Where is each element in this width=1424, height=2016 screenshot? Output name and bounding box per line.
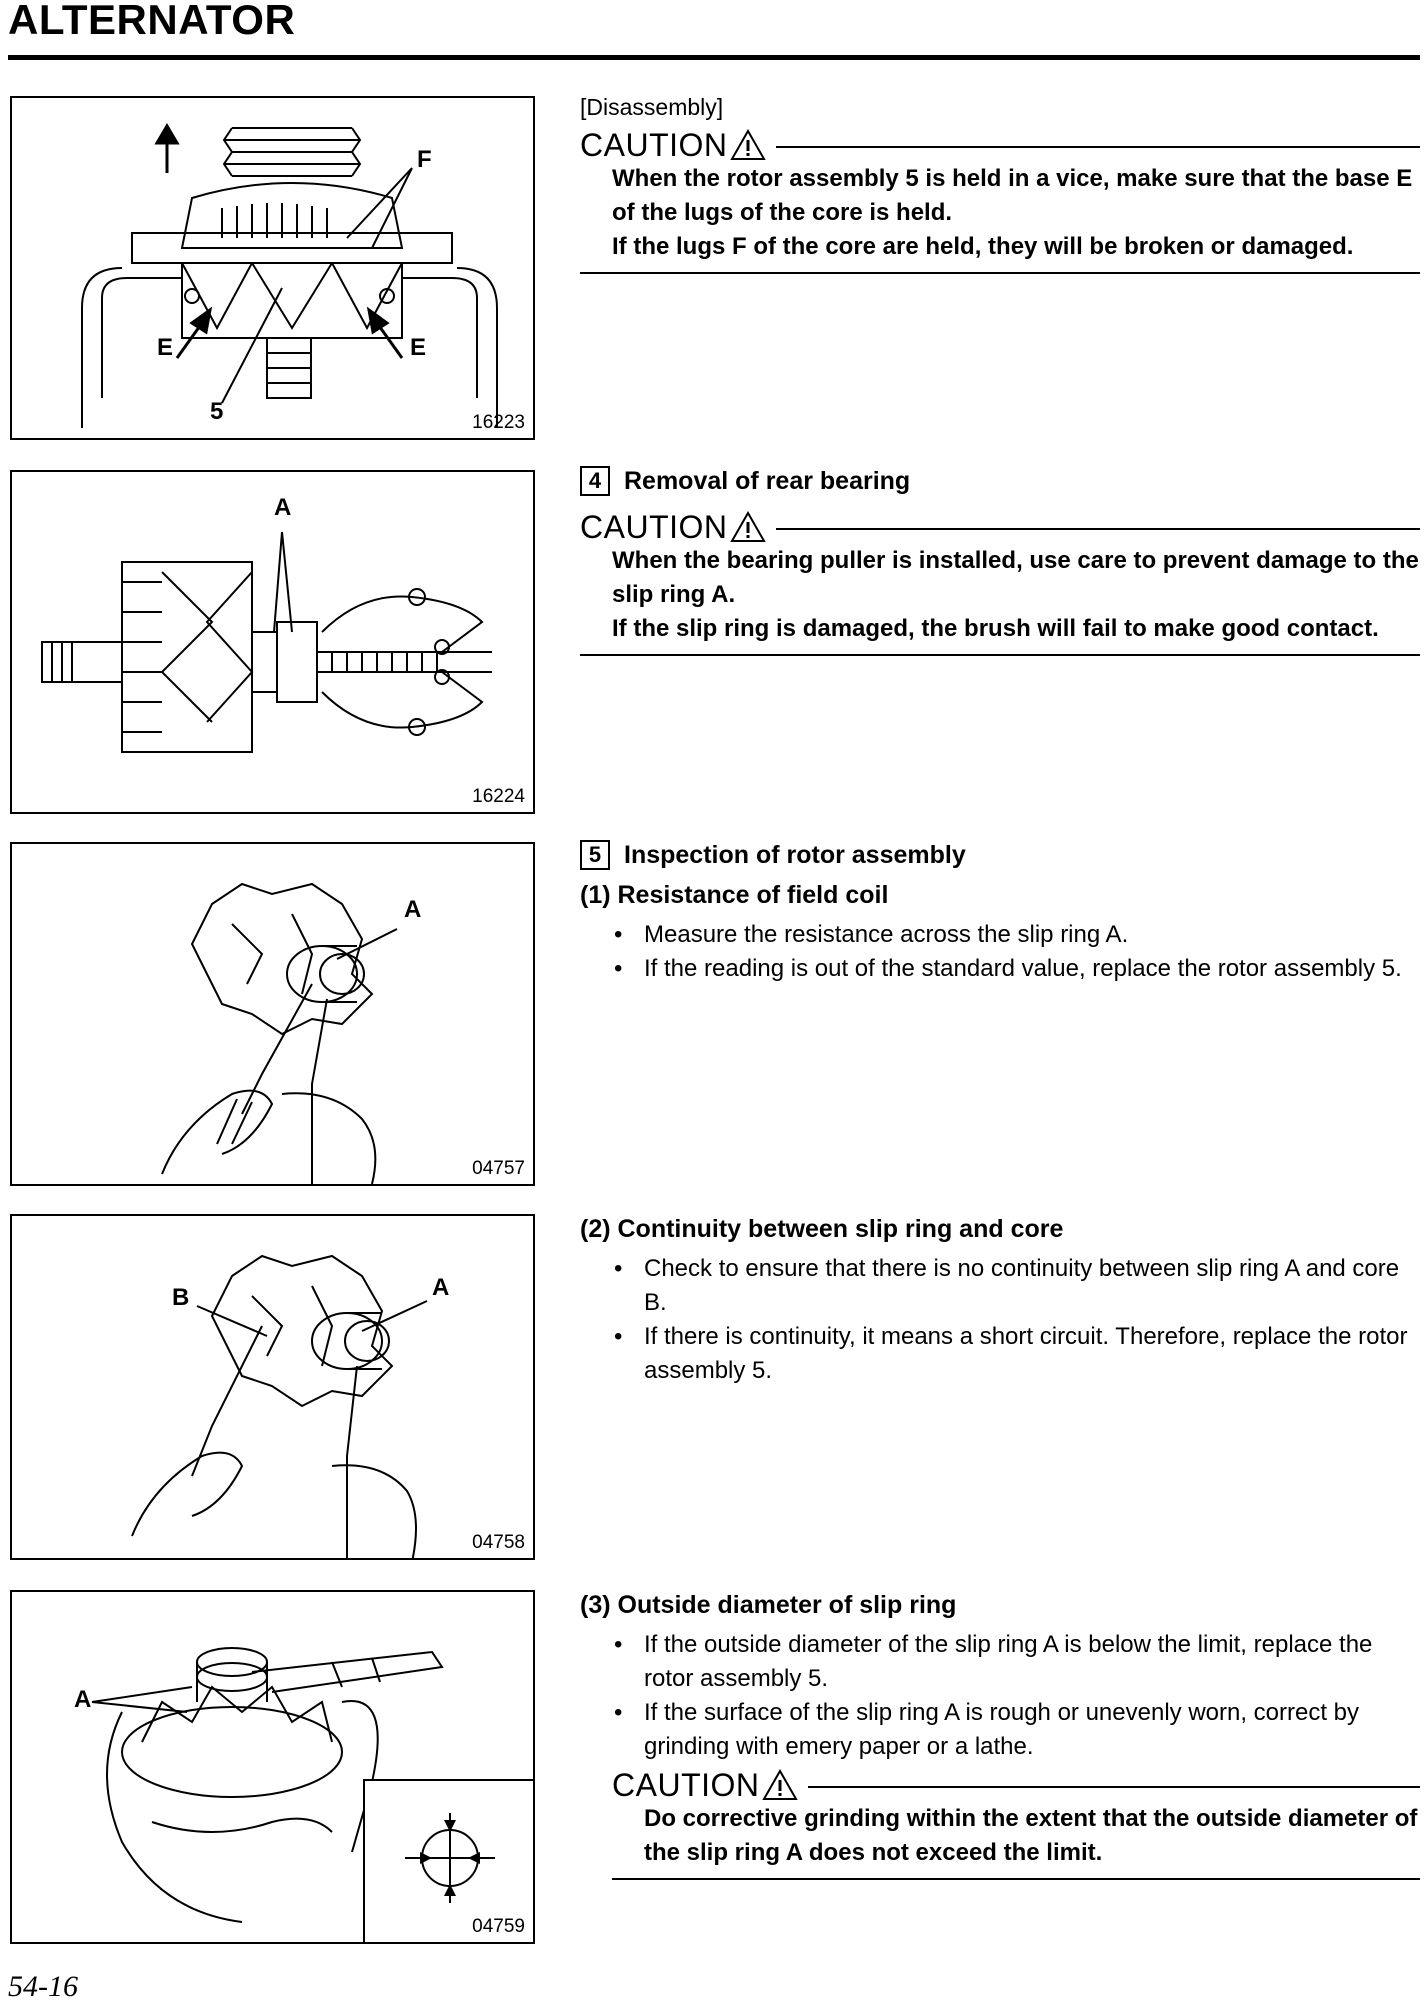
caution-word: CAUTION [580,127,728,163]
step-heading [580,838,1420,872]
caution-block [580,1768,1420,1880]
label-F: F [417,146,432,173]
slip-ring-diameter-illustration [12,1592,535,1944]
section-rotor-inspection [580,838,1420,986]
caution-text: When the bearing puller is installed, use care to prevent damage to the slip ring A. [612,547,1419,608]
title-rule [8,55,1420,60]
caution-end-rule [612,1878,1420,1880]
warning-triangle-icon [730,129,766,161]
label-E-right: E [410,334,427,361]
caution-rule [776,528,1421,530]
continuity-illustration [12,1216,535,1560]
figure-rotor-in-vice [10,96,535,440]
section-disassembly [580,90,1420,274]
caution-text: Do corrective grinding within the extent that the outside diameter of the slip ring A does not exceed the limit. [644,1805,1418,1866]
figure-slip-ring-diameter [10,1590,535,1944]
caution-rule [776,146,1421,148]
warning-triangle-icon [730,511,766,543]
bearing-puller-illustration [12,472,535,814]
label-E-left: E [157,334,174,361]
subsection-heading: (3) Outside diameter of slip ring [580,1591,957,1619]
figure-number: 04758 [472,1532,525,1553]
figure-number: 04757 [472,1158,525,1179]
list-item: • Check to ensure that there is no continuity between slip ring A and core B. [580,1252,1420,1320]
rotor-vice-illustration [12,98,535,440]
subsection-heading: (1) Resistance of field coil [580,881,889,909]
caution-body [612,1802,1420,1870]
caution-body [580,162,1420,264]
bullet-list [580,918,1420,986]
caution-text: When the rotor assembly 5 is held in a vice, make sure that the base E of the lugs of the core is held. [612,165,1413,226]
figure-number: 16223 [472,412,525,433]
figure-number: 04759 [472,1916,525,1937]
step-heading [580,464,1420,498]
field-coil-illustration [12,844,535,1186]
caution-rule [808,1786,1421,1788]
label-A: A [74,1686,92,1713]
caution-word: CAUTION [612,1767,760,1803]
list-item: • If the outside diameter of the slip ring A is below the limit, replace the rotor assembly 5. [580,1628,1420,1696]
figure-continuity-test [10,1214,535,1560]
list-item: • If there is continuity, it means a short circuit. Therefore, replace the rotor assembly 5. [580,1320,1420,1388]
label-A: A [432,1274,450,1301]
caution-header [612,1768,1420,1802]
section-slip-ring-od [580,1588,1420,1880]
figure-bearing-puller [10,470,535,814]
figure-field-coil-test [10,842,535,1186]
step-number-box: 5 [580,840,610,870]
caution-text: If the lugs F of the core are held, they will be broken or damaged. [612,233,1354,260]
section-continuity [580,1212,1420,1388]
caution-body [580,544,1420,646]
page-title: ALTERNATOR [8,0,296,43]
section-heading: [Disassembly] [580,94,724,120]
section-rear-bearing [580,464,1420,656]
label-A: A [404,896,422,923]
caution-end-rule [580,272,1420,274]
page-number: 54-16 [8,1970,78,2003]
label-A: A [274,494,292,521]
list-item: • If the reading is out of the standard value, replace the rotor assembly 5. [580,952,1420,986]
caution-header [580,510,1420,544]
step-title: Removal of rear bearing [624,467,911,495]
list-item: • If the surface of the slip ring A is rough or unevenly worn, correct by grinding with emery paper or a lathe. [580,1696,1420,1764]
step-title: Inspection of rotor assembly [624,841,966,869]
caution-text: If the slip ring is damaged, the brush will fail to make good contact. [612,615,1379,642]
step-number-box: 4 [580,466,610,496]
subsection-heading: (2) Continuity between slip ring and core [580,1215,1064,1243]
bullet-list [580,1252,1420,1388]
caution-word: CAUTION [580,509,728,545]
list-item: • Measure the resistance across the slip ring A. [580,918,1420,952]
figure-number: 16224 [472,786,525,807]
caution-end-rule [580,654,1420,656]
label-5: 5 [210,398,224,425]
warning-triangle-icon [762,1769,798,1801]
caution-header [580,128,1420,162]
label-B: B [172,1284,190,1311]
bullet-list [580,1628,1420,1764]
